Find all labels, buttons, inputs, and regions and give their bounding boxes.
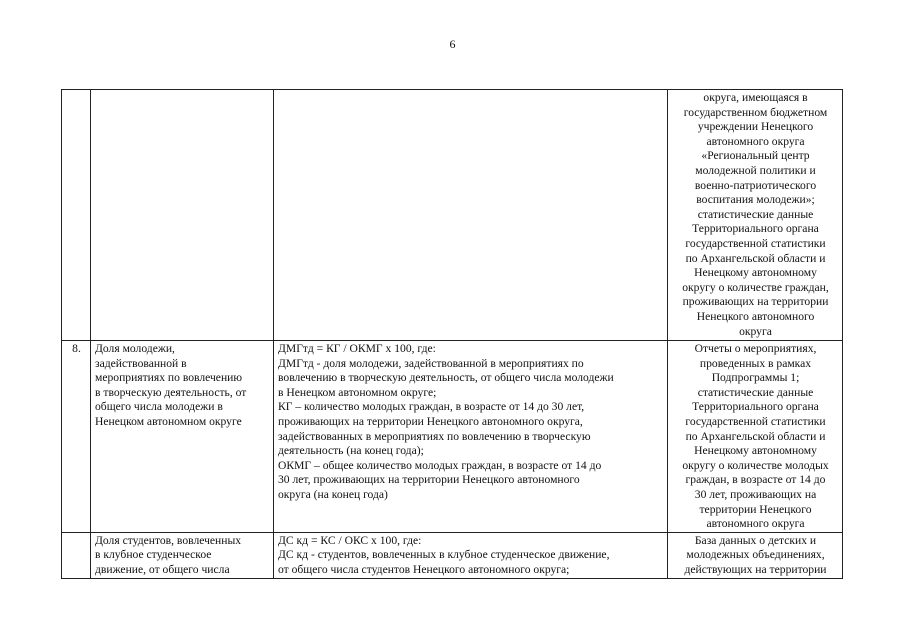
text-line: 30 лет, проживающих на (694, 487, 817, 501)
text-line: ДМГтд = КГ / ОКМГ х 100, где: (278, 342, 436, 355)
text-line: Ненецкому автономному (694, 266, 817, 280)
text-line: воспитания молодежи»; (696, 193, 815, 207)
text-line: граждан, в возрасте от 14 до (685, 473, 826, 487)
text-line: государственной статистики (685, 414, 826, 428)
text-line: ДС кд = КС / ОКС х 100, где: (278, 533, 422, 547)
text-line: статистические данные (697, 385, 814, 399)
formula-cell (274, 90, 668, 341)
row-number-cell (62, 90, 91, 341)
data-source-cell (668, 90, 843, 341)
indicator-name-cell (91, 532, 274, 578)
text-line: мероприятиях по вовлечению (95, 371, 243, 385)
data-source-cell (668, 532, 843, 578)
text-line: учреждении Ненецкого (697, 120, 814, 134)
indicator-name-cell (91, 341, 274, 533)
text-line: движение, от общего числа (95, 562, 230, 576)
text-line: молодежной политики и (695, 163, 816, 177)
formula-cell (274, 532, 668, 578)
text-line: в Ненецком автономном округе; (278, 385, 437, 399)
text-line: проведенных в рамках (699, 356, 812, 370)
text-line: статистические данные (697, 207, 814, 221)
text-line: ДМГтд - доля молодежи, задействованной в мероприятиях по (278, 356, 584, 370)
row-number-cell (62, 532, 91, 578)
text-line: округу о количестве молодых (682, 458, 829, 472)
text-line: Территориального органа (692, 400, 819, 414)
text-line: округа (на конец года) (278, 487, 388, 501)
text-line: ОКМГ – общее количество молодых граждан, в возрасте от 14 до (278, 458, 602, 472)
text-line: Территориального органа (692, 222, 819, 236)
text-line: 30 лет, проживающих на территории Ненецкого автономного (278, 473, 580, 487)
text-line: округа (739, 324, 772, 338)
text-line: округу о количестве граждан, (682, 280, 829, 294)
text-line: задействованных в мероприятиях по вовлечению в творческую (278, 429, 591, 443)
text-line: Ненецком автономном округе (95, 414, 242, 428)
text-line: проживающих на территории (682, 295, 829, 309)
text-line: в творческую деятельность, от (95, 385, 247, 399)
text-line: «Региональный центр (701, 149, 810, 163)
text-line: территории Ненецкого (699, 502, 812, 516)
text-line: База данных о детских и (694, 533, 817, 547)
text-line: автономного округа (706, 134, 805, 148)
text-line: деятельность (на конец года); (278, 444, 424, 458)
text-line: от общего числа студентов Ненецкого автономного округа; (278, 562, 570, 576)
formula-cell (274, 341, 668, 533)
text-line: задействованной в (95, 356, 187, 370)
text-line: КГ – количество молодых граждан, в возрасте от 14 до 30 лет, (278, 400, 585, 414)
text-line: общего числа молодежи в (95, 400, 223, 414)
text-line: Подпрограммы 1; (711, 371, 800, 385)
text-line: военно-патриотического (694, 178, 817, 192)
text-line: Отчеты о мероприятиях, (694, 342, 817, 355)
text-line: по Архангельской области и (685, 251, 826, 265)
text-line: государственной статистики (685, 236, 826, 250)
table-row (62, 90, 843, 341)
text-line: по Архангельской области и (685, 429, 826, 443)
text-line: Доля молодежи, (95, 342, 175, 355)
row-number-cell: 8. (62, 341, 91, 533)
text-line: молодежных объединениях, (686, 548, 825, 562)
text-line: Доля студентов, вовлеченных (95, 533, 242, 547)
text-line: вовлечению в творческую деятельность, от общего числа молодежи (278, 371, 614, 385)
text-line: Ненецкому автономному (694, 444, 817, 458)
text-line: автономного округа (706, 517, 805, 531)
indicators-table (61, 89, 843, 579)
text-line: округа, имеющаяся в (703, 91, 808, 104)
text-line: Ненецкого автономного (696, 309, 815, 323)
data-source-cell (668, 341, 843, 533)
table-row (62, 532, 843, 578)
text-line: государственном бюджетном (683, 105, 828, 119)
text-line: ДС кд - студентов, вовлеченных в клубное студенческое движение, (278, 548, 610, 562)
text-line: действующих на территории (684, 562, 827, 576)
table-row (62, 341, 843, 533)
indicator-name-cell (91, 90, 274, 341)
page-number: 6 (449, 37, 456, 51)
text-line: проживающих на территории Ненецкого автономного округа, (278, 414, 583, 428)
text-line: в клубное студенческое (95, 548, 212, 562)
